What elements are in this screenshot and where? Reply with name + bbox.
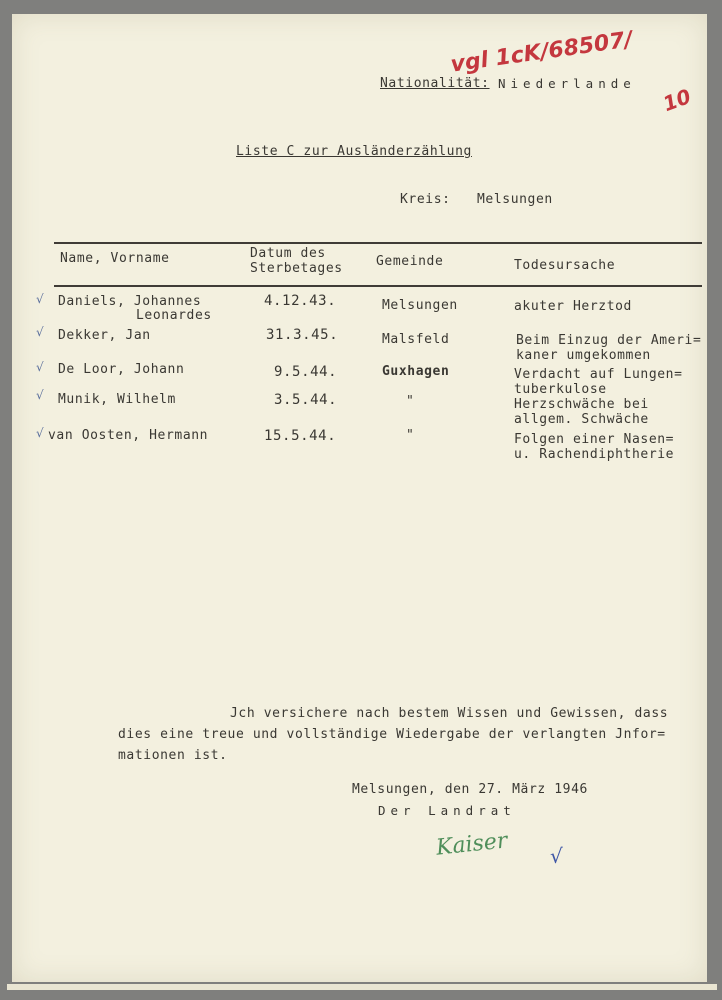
- table-row-place: Melsungen: [382, 298, 458, 313]
- district-value: Melsungen: [477, 192, 553, 207]
- nationality-value: Niederlande: [498, 76, 636, 91]
- nationality-label: Nationalität:: [380, 76, 490, 91]
- row-check-mark: √: [36, 292, 44, 306]
- table-row-cause-cont: allgem. Schwäche: [514, 412, 649, 427]
- statement-line-3: mationen ist.: [118, 748, 228, 763]
- table-row-name-cont: Leonardes: [136, 308, 212, 323]
- list-title: Liste C zur Ausländerzählung: [236, 144, 472, 159]
- table-row-cause-cont: kaner umgekommen: [516, 348, 651, 363]
- statement-line-2: dies eine treue und vollständige Wiedergabe der verlangten Jnfor=: [118, 727, 666, 742]
- row-check-mark: √: [36, 360, 44, 374]
- table-row-date: 4.12.43.: [264, 293, 337, 309]
- row-check-mark: √: [36, 388, 44, 402]
- place-date: Melsungen, den 27. März 1946: [352, 782, 588, 797]
- row-check-mark: √: [36, 426, 44, 440]
- paper-edge: [7, 984, 717, 990]
- column-header-date: Datum des: [250, 246, 326, 261]
- column-header-place: Gemeinde: [376, 254, 444, 269]
- fraction-annotation: 10: [659, 83, 695, 117]
- table-row-cause-cont: tuberkulose: [514, 382, 607, 397]
- table-row-place: ": [406, 428, 415, 443]
- column-header-cause: Todesursache: [514, 258, 616, 273]
- table-row-date: 15.5.44.: [264, 428, 337, 444]
- document-page: [12, 14, 707, 982]
- table-row-place: ": [406, 394, 415, 409]
- table-row-name: van Oosten, Hermann: [48, 428, 209, 443]
- table-row-name: Dekker, Jan: [58, 328, 151, 343]
- table-row-place: Guxhagen: [382, 364, 450, 379]
- column-header-name: Name, Vorname: [60, 251, 170, 266]
- table-row-name: Daniels, Johannes: [58, 294, 202, 309]
- reference-annotation: vgl 1cK/68507/: [449, 27, 635, 78]
- table-row-cause: Beim Einzug der Ameri=: [516, 333, 702, 348]
- table-row-cause-cont: u. Rachendiphtherie: [514, 447, 675, 462]
- table-row-cause: Herzschwäche bei: [514, 397, 649, 412]
- district-label: Kreis:: [400, 192, 451, 207]
- column-header-date-2: Sterbetages: [250, 261, 343, 276]
- table-row-date: 3.5.44.: [274, 392, 338, 408]
- table-row-name: De Loor, Johann: [58, 362, 185, 377]
- handwritten-signature: Kaiser: [434, 828, 509, 861]
- row-check-mark: √: [36, 325, 44, 339]
- table-row-date: 9.5.44.: [274, 364, 338, 380]
- table-row-date: 31.3.45.: [266, 327, 339, 343]
- table-row-name: Munik, Wilhelm: [58, 392, 176, 407]
- signatory-title: Der Landrat: [378, 803, 516, 818]
- table-row-cause: Folgen einer Nasen=: [514, 432, 675, 447]
- table-row-cause: akuter Herztod: [514, 299, 632, 314]
- statement-line-1: Jch versichere nach bestem Wissen und Gewissen, dass: [230, 706, 669, 721]
- table-row-cause: Verdacht auf Lungen=: [514, 367, 683, 382]
- table-row-place: Malsfeld: [382, 332, 450, 347]
- table-header-rule: [54, 285, 702, 287]
- check-mark-icon: √: [550, 844, 563, 868]
- table-top-rule: [54, 242, 702, 244]
